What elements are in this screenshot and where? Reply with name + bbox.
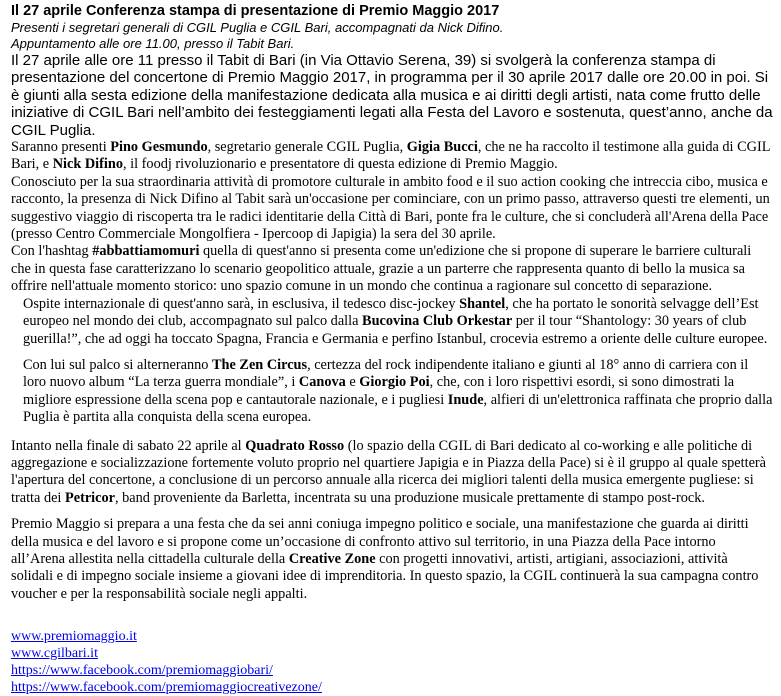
- text: , che ne ha raccolto il testimone alla guida di CGIL Bari, e: [11, 139, 770, 173]
- text: Intanto nella finale di sabato 22 aprile al: [11, 437, 246, 454]
- text: e: [345, 374, 360, 391]
- text: con progetti innovativi, artisti, artigiani, associazioni, attività solidali e di impegno sociale insieme a giovani idee di imprenditoria. In questo spazio, la CGIL continuerà la sua campagna contro voucher e per la responsabilità sociale negli appalti.: [11, 550, 759, 602]
- link-cgilbari[interactable]: www.cgilbari.it: [11, 646, 98, 662]
- text: per il tour “Shantology: 30 years of club guerilla!”, che ad oggi ha toccato Spagna, Francia e Germania e perfino Istanbul, crocevia estremo a oriente delle culture europee.: [23, 313, 768, 347]
- name-gigia-bucci: Gigia Bucci: [406, 139, 478, 156]
- name-canova: Canova: [298, 374, 346, 391]
- text: , segretario generale CGIL Puglia,: [207, 139, 407, 156]
- name-shantel: Shantel: [459, 295, 506, 312]
- text: , alfieri di un'elettronica raffinata che proprio dalla Puglia è partita alla conquista della scena europea.: [23, 391, 773, 426]
- name-the-zen-circus: The Zen Circus: [212, 356, 308, 373]
- hashtag: #abbattiamomuri: [92, 243, 200, 260]
- name-nick-difino: Nick Difino: [52, 156, 123, 173]
- text: , certezza del rock indipendente italiano e giunti al 18° anno di carriera con il loro nuovo album “La terza guerra mondiale”, i: [23, 356, 749, 391]
- text: (lo spazio della CGIL di Bari dedicato al co-working e alle politiche di aggregazione e socializzazione fortemente voluto proprio nel quartiere Japigia e in Piazza della Pace) si è il gruppo al quale spetterà l'apertura del concertone, a conclusione di un percorso annuale alla ricerca dei migliori talenti della musica emergente pugliese: si tratta dei: [11, 437, 767, 506]
- text: , che ha portato le sonorità selvagge dell’Est europeo nel mondo dei club, accompagnato sul palco dalla: [23, 295, 759, 330]
- paragraph-shantel: [11, 296, 773, 348]
- lead-paragraph: Il 27 aprile alle ore 11 presso il Tabit di Bari (in Via Ottavio Serena, 39) si svolgerà la conferenza stampa di presentazione del concertone di Premio Maggio 2017, in programma per il 30 aprile 2017 dalle ore 20.00 in poi. Si è giunti alla sesta edizione della manifestazione dedicata alla musica e ai diritti degli artisti, nata come frutto delle iniziative di CGIL Bari nell’ambito dei festeggiamenti legati alla Festa del Lavoro e sostenuta, quest’anno, anche da CGIL Puglia.: [11, 52, 773, 139]
- link-premiomaggio[interactable]: www.premiomaggio.it: [11, 629, 137, 645]
- name-giorgio-poi: Giorgio Poi: [359, 374, 430, 391]
- paragraph-speakers: [11, 139, 773, 174]
- name-quadrato-rosso: Quadrato Rosso: [245, 437, 345, 454]
- paragraph-lineup: [11, 357, 773, 427]
- text: Premio Maggio si prepara a una festa che da sei anni coniuga impegno politico e sociale, una manifestazione che guarda ai diritti della musica e del lavoro e si propone come un’occasione di confronto attivo sul territorio, in una Piazza della Pace intorno all’Arena allestita nella cittadella culturale della: [11, 516, 749, 567]
- name-creative-zone: Creative Zone: [288, 550, 376, 567]
- links-list: [11, 628, 781, 696]
- paragraph-premio-maggio: [11, 516, 773, 603]
- subtitle-line-2: Appuntamento alle ore 11.00, presso il Tabit Bari.: [11, 36, 295, 51]
- name-pino-gesmundo: Pino Gesmundo: [110, 139, 208, 156]
- article-title: Il 27 aprile Conferenza stampa di presentazione di Premio Maggio 2017: [11, 3, 500, 19]
- link-facebook-premiomaggiobari[interactable]: https://www.facebook.com/premiomaggiobari/: [11, 663, 273, 679]
- paragraph-nick-difino: Conosciuto per la sua straordinaria attività di promotore culturale in ambito food e il suo action cooking che intreccia cibo, musica e racconto, la presenza di Nick Difino al Tabit sarà un'occasione per cominciare, con un primo passo, attraverso questi tre elementi, un suggestivo viaggio di riscoperta tra le radici identitarie della Città di Bari, ponte fra le culture, che si concluderà all'Arena della Pace (presso Centro Commerciale Mongolfiera - Ipercoop di Japigia) la sera del 30 aprile.: [11, 173, 770, 243]
- name-petricor: Petricor: [64, 489, 115, 506]
- name-inude: Inude: [447, 391, 484, 408]
- text: Con lui sul palco si alterneranno: [23, 356, 212, 373]
- text: Con l'hashtag: [11, 243, 93, 260]
- text: , band proveniente da Barletta, incentrata su una produzione musicale prettamente di stampo post-rock.: [114, 489, 705, 506]
- name-bucovina-club-orkestar: Bucovina Club Orkestar: [362, 313, 513, 330]
- text: quella di quest'anno si presenta come un'edizione che si propone di superare le barriere culturali che in questa fase caratterizzano lo scenario geopolitico attuale, grazie a un parterre che rappresenta quanto di bello la musica sa offrire nell'attuale momento storico: uno spazio comune in un mondo che continua a ragionare sul concetto di separazione.: [11, 243, 752, 295]
- text: Saranno presenti: [11, 139, 111, 156]
- link-facebook-premiomaggiocreativezone[interactable]: https://www.facebook.com/premiomaggiocreativezone/: [11, 680, 322, 696]
- paragraph-hashtag: [11, 243, 773, 295]
- text: , il foodj rivoluzionario e presentatore di questa edizione di Premio Maggio.: [123, 156, 558, 173]
- paragraph-quadrato-rosso: [11, 438, 773, 508]
- text: Ospite internazionale di quest'anno sarà, in esclusiva, il tedesco disc-jockey: [23, 295, 460, 312]
- text: , che, con i loro rispettivi esordi, si sono dimostrati la migliore espressione della scena pop e cantautorale nazionale, e i pugliesi: [23, 374, 735, 408]
- subtitle-line-1: Presenti i segretari generali di CGIL Puglia e CGIL Bari, accompagnati da Nick Difino.: [11, 20, 504, 35]
